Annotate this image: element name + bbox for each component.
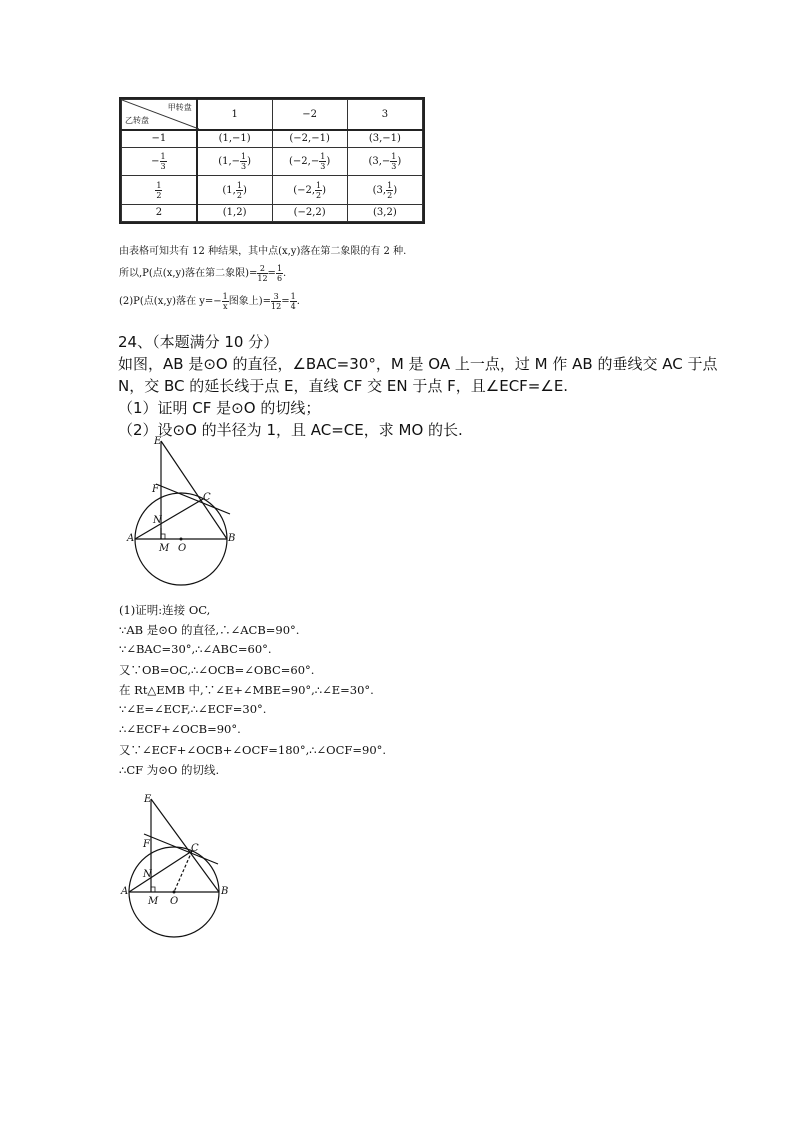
label-e: E — [154, 436, 162, 447]
proof-line: ∴∠ECF+∠OCB=90°. — [119, 722, 241, 736]
table-cell: (1, $\frac{1}{2}$ ) — [197, 176, 272, 205]
table-cell: (3,− $\frac{1}{3}$ ) — [347, 147, 422, 176]
line-ac — [135, 499, 203, 539]
table-cell: (1,− $\frac{1}{3}$ ) — [197, 147, 272, 176]
table-header: −2 — [272, 100, 347, 130]
problem-text-line-2: N，交 BC 的延长线于点 E，直线 CF 交 EN 于点 F，且∠ECF=∠E. — [118, 377, 569, 395]
row-label: − $\frac{1}{3}$ — [122, 147, 197, 176]
geometry-figure-1 — [120, 430, 250, 590]
table-cell: (3, $\frac{1}{2}$ ) — [347, 176, 422, 205]
label-c: C — [203, 492, 211, 503]
geometry-figure-2 — [118, 790, 248, 945]
table-header: 3 — [347, 100, 422, 130]
proof-line: ∵AB 是⊙O 的直径,∴∠ACB=90°. — [119, 623, 300, 637]
solution-line-1: 由表格可知共有 12 种结果，其中点(x,y)落在第二象限的有 2 种. — [119, 246, 407, 257]
label-f: F — [143, 839, 150, 850]
label-c: C — [191, 843, 199, 854]
problem-part-1: （1）证明 CF 是⊙O 的切线； — [118, 399, 321, 417]
label-a: A — [121, 886, 129, 897]
problem-heading: 24、（本题满分 10 分） — [118, 333, 279, 351]
label-o: O — [178, 543, 187, 554]
proof-line: 又∵OB=OC,∴∠OCB=∠OBC=60°. — [119, 663, 315, 677]
label-f: F — [152, 484, 159, 495]
table-row — [122, 130, 423, 148]
solution-line-2: 所以,P(点(x,y)落在第二象限)= $\frac{2}{12}$ = $\frac{1}{6}$ . — [119, 264, 287, 283]
row-label: −1 — [122, 130, 197, 148]
table-row — [122, 176, 423, 205]
table-cell: (3,2) — [347, 204, 422, 221]
proof-line: 在 Rt△EMB 中,∵∠E+∠MBE=90°,∴∠E=30°. — [119, 683, 374, 697]
table-cell: (−2,− $\frac{1}{3}$ ) — [272, 147, 347, 176]
label-e: E — [144, 794, 152, 805]
proof-line: (1)证明:连接 OC, — [119, 603, 211, 617]
label-b: B — [228, 533, 236, 544]
table-cell: (−2,−1) — [272, 130, 347, 148]
outcome-table — [119, 97, 425, 224]
corner-top-label: 甲转盘 — [167, 103, 192, 112]
corner-bottom-label: 乙转盘 — [125, 115, 149, 125]
table-row — [122, 204, 423, 221]
proof-line: ∵∠E=∠ECF,∴∠ECF=30°. — [119, 702, 267, 716]
tangent-cf — [144, 834, 218, 864]
line-eb — [151, 799, 219, 892]
table-cell: (−2, $\frac{1}{2}$ ) — [272, 176, 347, 205]
label-o: O — [170, 896, 179, 907]
label-b: B — [221, 886, 229, 897]
proof-line: ∵∠BAC=30°,∴∠ABC=60°. — [119, 642, 272, 656]
table-cell: (−2,2) — [272, 204, 347, 221]
problem-part-2: （2）设⊙O 的半径为 1，且 AC=CE，求 MO 的长. — [118, 421, 463, 439]
table-corner — [122, 100, 197, 130]
table-row — [122, 147, 423, 176]
proof-line: ∴CF 为⊙O 的切线. — [119, 763, 220, 777]
label-a: A — [127, 533, 135, 544]
proof-line: 又∵∠ECF+∠OCB+∠OCF=180°,∴∠OCF=90°. — [119, 743, 387, 757]
table-cell: (3,−1) — [347, 130, 422, 148]
row-label: $\frac{1}{2}$ — [122, 176, 197, 205]
problem-text-line-1: 如图，AB 是⊙O 的直径，∠BAC=30°，M 是 OA 上一点，过 M 作 AB 的垂线交 AC 于点 — [118, 355, 718, 373]
table-cell: (1,−1) — [197, 130, 272, 148]
solution-line-3: (2)P(点(x,y)落在 y=− $\frac{1}{x}$ 图象上)= $\frac{3}{12}$ = $\frac{1}{4}$ . — [119, 292, 300, 311]
label-m: M — [159, 543, 170, 554]
table-header: 1 — [197, 100, 272, 130]
table-cell: (1,2) — [197, 204, 272, 221]
label-m: M — [148, 896, 159, 907]
label-n: N — [153, 515, 162, 526]
row-label: 2 — [122, 204, 197, 221]
label-n: N — [143, 869, 152, 880]
